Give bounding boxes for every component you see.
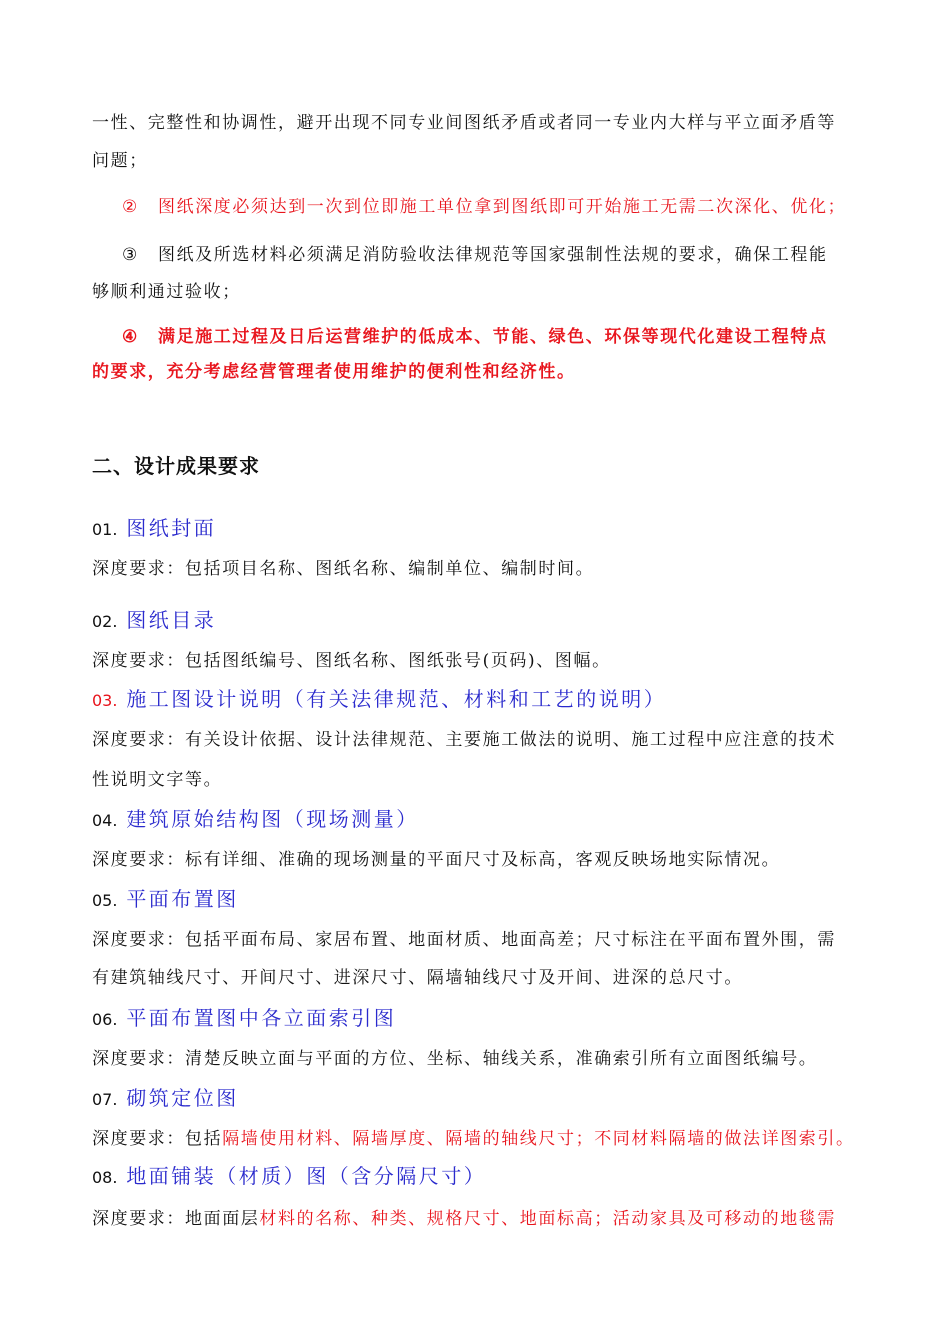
item-03-desc-1: 深度要求：有关设计依据、设计法律规范、主要施工做法的说明、施工过程中应注意的技术 [92, 730, 836, 750]
section-title: 二、设计成果要求 [92, 454, 260, 478]
item-05-number: 05. [92, 891, 118, 910]
item-04-number: 04. [92, 811, 118, 830]
item-06-title: 平面布置图中各立面索引图 [126, 1006, 397, 1030]
item-06-heading [92, 1002, 396, 1031]
item-06-desc: 深度要求：清楚反映立面与平面的方位、坐标、轴线关系，准确索引所有立面图纸编号。 [92, 1049, 818, 1069]
item-04-title: 建筑原始结构图（现场测量） [126, 807, 419, 831]
item-04-desc: 深度要求：标有详细、准确的现场测量的平面尺寸及标高，客观反映场地实际情况。 [92, 850, 781, 870]
item-07-desc [92, 1124, 855, 1149]
item-05-desc-2: 有建筑轴线尺寸、开间尺寸、进深尺寸、隔墙轴线尺寸及开间、进深的总尺寸。 [92, 968, 743, 988]
item-07-desc-prefix: 深度要求：包括 [92, 1129, 223, 1149]
item-03-title: 施工图设计说明（有关法律规范、材料和工艺的说明） [126, 687, 667, 711]
point-3-text: 图纸及所选材料必须满足消防验收法律规范等国家强制性法规的要求，确保工程能 [158, 245, 828, 265]
item-07-desc-highlight: 隔墙使用材料、隔墙厚度、隔墙的轴线尺寸；不同材料隔墙的做法详图索引。 [222, 1129, 855, 1149]
item-01-number: 01. [92, 520, 118, 539]
point-3 [122, 240, 828, 265]
intro-line-1: 一性、完整性和协调性，避开出现不同专业间图纸矛盾或者同一专业内大样与平立面矛盾等 [92, 113, 836, 133]
item-08-desc [92, 1204, 836, 1229]
point-3-number: ③ [122, 245, 139, 265]
item-01-desc: 深度要求：包括项目名称、图纸名称、编制单位、编制时间。 [92, 559, 595, 579]
point-2 [122, 192, 846, 217]
item-05-heading [92, 883, 239, 912]
item-08-number: 08. [92, 1168, 118, 1187]
point-4-number: ④ [122, 327, 139, 347]
item-01-title: 图纸封面 [126, 516, 217, 540]
point-2-text: 图纸深度必须达到一次到位即施工单位拿到图纸即可开始施工无需二次深化、优化； [158, 197, 847, 217]
item-05-desc-1: 深度要求：包括平面布局、家居布置、地面材质、地面高差；尺寸标注在平面布置外围，需 [92, 930, 836, 950]
item-06-number: 06. [92, 1010, 118, 1029]
point-4 [122, 322, 828, 347]
point-3-continued: 够顺利通过验收； [92, 282, 241, 302]
item-03-number: 03. [92, 691, 118, 710]
item-02-number: 02. [92, 612, 118, 631]
item-07-number: 07. [92, 1090, 118, 1109]
item-03-heading [92, 683, 666, 712]
item-08-title: 地面铺装（材质）图（含分隔尺寸） [126, 1164, 487, 1188]
item-08-desc-prefix: 深度要求：地面面层 [92, 1209, 260, 1229]
item-03-desc-2: 性说明文字等。 [92, 770, 223, 790]
item-08-heading [92, 1160, 486, 1189]
item-07-title: 砌筑定位图 [126, 1086, 239, 1110]
item-05-title: 平面布置图 [126, 887, 239, 911]
item-01-heading [92, 512, 216, 541]
item-02-title: 图纸目录 [126, 608, 217, 632]
point-4-text: 满足施工过程及日后运营维护的低成本、节能、绿色、环保等现代化建设工程特点 [158, 327, 828, 347]
point-2-number: ② [122, 197, 139, 217]
intro-line-2: 问题； [92, 151, 148, 171]
point-4-continued: 的要求，充分考虑经营管理者使用维护的便利性和经济性。 [92, 362, 576, 382]
item-02-heading [92, 604, 216, 633]
item-08-desc-highlight: 材料的名称、种类、规格尺寸、地面标高；活动家具及可移动的地毯需 [259, 1209, 837, 1229]
item-02-desc: 深度要求：包括图纸编号、图纸名称、图纸张号(页码)、图幅。 [92, 651, 611, 671]
item-07-heading [92, 1082, 239, 1111]
item-04-heading [92, 803, 419, 832]
